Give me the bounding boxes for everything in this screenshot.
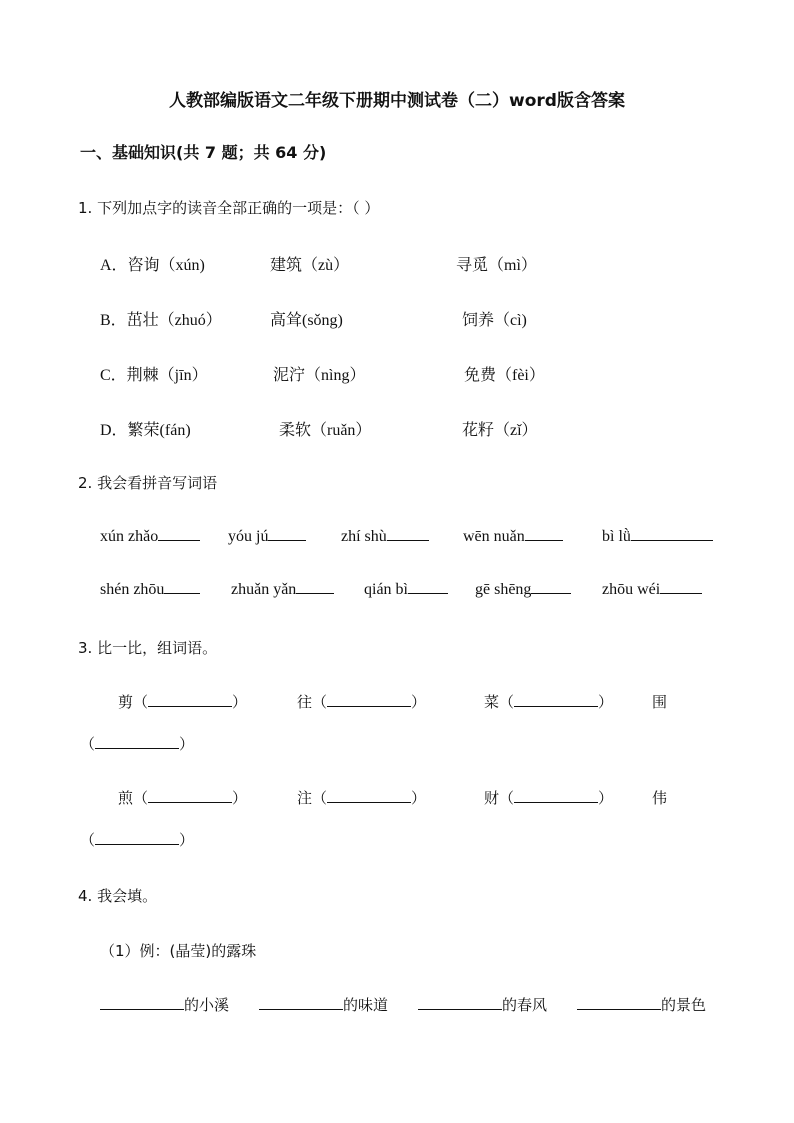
q1-option-b-item-1: B．茁壮（zhuó） [100,312,222,329]
q4-fill-item-4 [577,994,706,1015]
close-paren: ） [598,789,614,807]
document-title: 人教部编版语文二年级下册期中测试卷（二）word版含答案 [169,91,625,111]
answer-blank[interactable] [577,1008,661,1010]
answer-blank[interactable] [531,592,571,594]
q2-row1-item-3 [341,528,429,546]
close-paren: ） [179,831,195,849]
answer-blank[interactable] [148,788,232,803]
pinyin-label: bì lǜ [602,528,631,545]
open-paren: （ [80,831,96,849]
question-4-stem: 4. 我会填。 [78,887,158,905]
fill-suffix: 的春风 [502,996,548,1014]
answer-blank[interactable] [327,788,411,803]
fill-suffix: 的味道 [343,996,389,1014]
close-paren: ） [232,693,248,711]
close-paren: ） [232,789,248,807]
q3-row1-item-2 [297,691,426,712]
answer-blank[interactable] [148,692,232,707]
pinyin-label: zhuǎn yǎn [231,581,297,598]
answer-blank[interactable] [514,692,598,707]
close-paren: ） [179,735,195,753]
character: 菜 [484,693,500,711]
pinyin-label: xún zhǎo [100,528,159,545]
answer-blank[interactable] [95,734,179,749]
close-paren: ） [598,693,614,711]
open-paren: （ [499,789,515,807]
q2-row1-item-4 [463,528,563,546]
character: 注 [297,789,313,807]
q1-option-d-item-1: D．繁荣(fán) [100,422,191,439]
character: 财 [484,789,500,807]
pinyin-label: gē shēng [475,581,532,598]
answer-blank[interactable] [631,539,713,541]
answer-blank[interactable] [296,592,334,594]
q1-option-c-item-1: C．荆棘（jīn） [100,367,208,384]
q1-option-b-item-2: 高耸(sǒng) [270,312,343,329]
q3-row2-item-4-char: 伟 [652,789,668,807]
pinyin-label: shén zhōu [100,581,165,598]
open-paren: （ [133,789,149,807]
fill-suffix: 的景色 [661,996,707,1014]
answer-blank[interactable] [387,539,429,541]
pinyin-label: zhí shù [341,528,387,545]
q3-row2-item-1 [118,787,247,808]
q2-row2-item-1 [100,581,200,599]
q2-row1-item-5 [602,528,713,546]
pinyin-label: zhōu wéi [602,581,661,598]
q4-example: （1）例：(晶莹)的露珠 [100,942,257,960]
answer-blank[interactable] [164,592,200,594]
answer-blank[interactable] [100,1008,184,1010]
q2-row2-item-3 [364,581,448,599]
open-paren: （ [312,789,328,807]
answer-blank[interactable] [259,1008,343,1010]
answer-blank[interactable] [660,592,702,594]
close-paren: ） [411,693,427,711]
q1-option-d-item-2: 柔软（ruǎn） [279,422,372,439]
q3-row2-item-4-blank [80,829,194,850]
character: 剪 [118,693,134,711]
answer-blank[interactable] [95,830,179,845]
q1-option-d-item-3: 花籽（zǐ） [462,422,538,439]
q4-fill-item-2 [259,994,388,1015]
q1-option-b-item-3: 饲养（cì) [462,312,527,329]
q3-row1-item-1 [118,691,247,712]
q3-row1-item-4-char: 围 [652,693,668,711]
q3-row1-item-4-blank [80,733,194,754]
question-1-stem: 1. 下列加点字的读音全部正确的一项是：（ ） [78,199,380,217]
q4-fill-item-3 [418,994,547,1015]
q1-option-a-item-1: A．咨询（xún) [100,257,205,274]
answer-blank[interactable] [268,539,306,541]
q3-row2-item-3 [484,787,613,808]
pinyin-label: qián bì [364,581,408,598]
question-2-stem: 2. 我会看拼音写词语 [78,474,218,492]
open-paren: （ [80,735,96,753]
character: 往 [297,693,313,711]
question-3-stem: 3. 比一比，组词语。 [78,639,218,657]
answer-blank[interactable] [158,539,200,541]
q1-option-a-item-2: 建筑（zù） [270,257,350,274]
open-paren: （ [499,693,515,711]
q2-row1-item-1 [100,528,200,546]
q3-row1-item-3 [484,691,613,712]
q1-option-c-item-2: 泥泞（nìng） [273,367,366,384]
open-paren: （ [312,693,328,711]
section-heading: 一、基础知识(共 7 题；共 64 分) [80,143,327,162]
q3-row2-item-2 [297,787,426,808]
q1-option-a-item-3: 寻觅（mì） [456,257,537,274]
character: 煎 [118,789,134,807]
pinyin-label: yóu jú [228,528,269,545]
q4-fill-item-1 [100,994,229,1015]
answer-blank[interactable] [525,539,563,541]
pinyin-label: wēn nuǎn [463,528,525,545]
close-paren: ） [411,789,427,807]
q1-option-c-item-3: 免费（fèi） [464,367,545,384]
answer-blank[interactable] [327,692,411,707]
q2-row2-item-2 [231,581,334,599]
fill-suffix: 的小溪 [184,996,230,1014]
open-paren: （ [133,693,149,711]
answer-blank[interactable] [408,592,448,594]
answer-blank[interactable] [514,788,598,803]
answer-blank[interactable] [418,1008,502,1010]
q2-row2-item-4 [475,581,571,599]
q2-row1-item-2 [228,528,306,546]
q2-row2-item-5 [602,581,702,599]
